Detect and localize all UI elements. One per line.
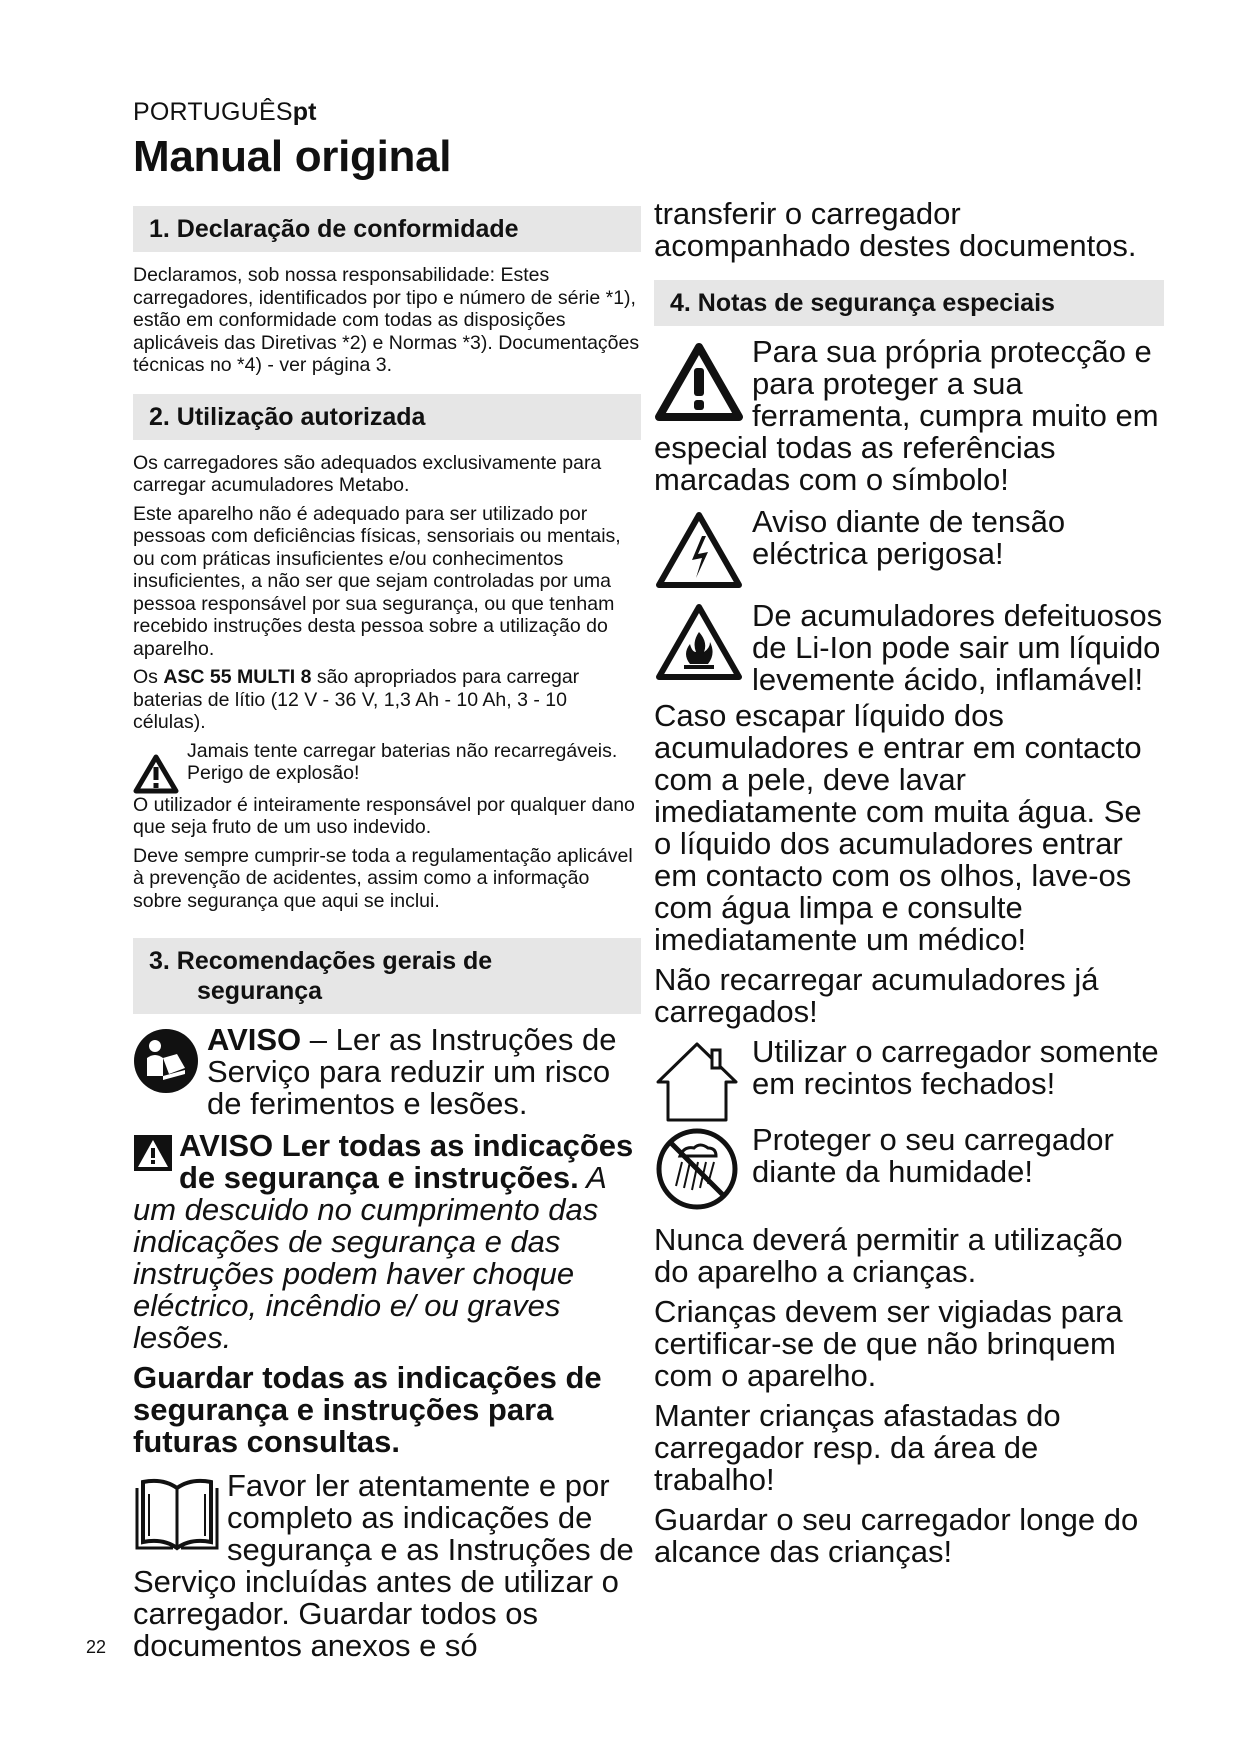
book-icon [133,1474,221,1554]
house-icon [654,1040,740,1124]
protection-note [654,336,1164,496]
indoor-use-text: Utilizar o carregador somente em recintos fechados! [752,1034,1159,1101]
manter-text: Manter crianças afastadas do carregador resp. da área de trabalho! [654,1398,1061,1497]
page-title: Manual original [133,132,452,181]
humidity-note [654,1124,1164,1220]
section-2-para-4: O utilizador é inteiramente responsável por qualquer dano que seja fruto de um uso indevido. [133,793,635,838]
liion-warning-text: De acumuladores defeituosos de Li-Ion pode sair um líquido levemente ácido, inflamável! [752,598,1163,697]
guardar-longe-text: Guardar o seu carregador longe do alcance das crianças! [654,1502,1139,1569]
left-column [133,206,641,1662]
section-2-para-2: Este aparelho não é adequado para ser utilizado por pessoas com deficiências físicas, sensoriais ou mentais, ou com práticas insuficientes e/ou conhecimentos insuficientes, a não ser que sejam controladas por uma pessoa responsável por sua segurança, ou que tenham recebido instruções desta pessoa sobre a utilização do aparelho. [133,502,621,660]
humidity-text: Proteger o seu carregador diante da humidade! [752,1122,1114,1189]
favor-ler [133,1470,641,1662]
warning-triangle-icon [133,754,179,794]
section-1-heading: 1. Declaração de conformidade [133,206,641,252]
language-code: pt [292,98,317,126]
language-name: PORTUGUÊS [133,98,293,126]
para-3-post: são apropriados para carregar baterias de lítio (12 V - 36 V, 1,3 Ah - 10 Ah, 3 - 10 células). [133,666,580,733]
section-1-text: Declaramos, sob nossa responsabilidade: Estes carregadores, identificados por tipo e número de série *1), estão em conformidade com todas as disposições aplicáveis das Diretivas *2) e Normas *3). Documentações técnicas no *4) - ver página 3. [133,264,640,376]
voltage-warning-text: Aviso diante de tensão eléctrica perigosa! [752,504,1066,571]
continuation-text: transferir o carregador acompanhado destes documentos. [654,196,1137,263]
section-2-para-3 [133,666,641,734]
aviso-2-bold: AVISO Ler todas as indicações de segurança e instruções. [179,1128,634,1195]
section-2-para-1: Os carregadores são adequados exclusivamente para carregar acumuladores Metabo. [133,451,602,496]
warning-box-icon [133,1134,173,1172]
section-2-heading: 2. Utilização autorizada [133,394,641,440]
favor-ler-text: Favor ler atentamente e por completo as indicações de segurança e as Instruções de Serviço incluídas antes de utilizar o carregador. Guardar todos os documentos anexos e só [133,1468,634,1663]
para-3-pre: Os [133,666,164,688]
guardar-instructions: Guardar todas as indicações de segurança e instruções para futuras consultas. [133,1360,602,1459]
high-voltage-icon [654,510,744,590]
aviso-1-bold: AVISO [207,1022,302,1057]
explosion-warning [133,740,641,785]
nunca-text: Nunca deverá permitir a utilização do aparelho a crianças. [654,1222,1123,1289]
explosion-warning-text: Jamais tente carregar baterias não recarregáveis. Perigo de explosão! [187,739,618,784]
aviso-1-rest: – Ler as Instruções de Serviço para reduzir um risco de ferimentos e lesões. [207,1022,617,1121]
aviso-read-all [133,1130,641,1354]
protection-note-text: Para sua própria protecção e para proteger a sua ferramenta, cumpra muito em especial todas as referências marcadas com o símbolo! [654,334,1159,497]
aviso-read-all-text [133,1130,641,1354]
section-3-heading-line-2: segurança [197,977,323,1005]
section-3-heading-line-1: 3. Recomendações gerais de [149,947,493,975]
nao-recarregar-text: Não recarregar acumuladores já carregados! [654,962,1099,1029]
no-rain-icon [654,1126,740,1212]
aviso-read-manual [133,1024,641,1120]
page-number: 22 [86,1637,107,1657]
read-manual-icon [133,1028,199,1094]
indoor-use-note [654,1036,1164,1100]
right-column [654,198,1164,1568]
language-label [133,98,317,127]
section-4-heading: 4. Notas de segurança especiais [654,280,1164,326]
model-name: ASC 55 MULTI 8 [163,666,312,688]
caso-escapar-text: Caso escapar líquido dos acumuladores e entrar em contacto com a pele, deve lavar imediatamente com muita água. Se o líquido dos acumuladores entrar em contacto com os olhos, lave-os com água limpa e consulte imediatamente um médico! [654,698,1142,957]
section-2-para-5: Deve sempre cumprir-se toda a regulamentação aplicável à prevenção de acidentes, assim como a informação sobre segurança que aqui se inclui. [133,844,633,912]
aviso-read-manual-text [133,1024,641,1120]
criancas-text: Crianças devem ser vigiadas para certificar-se de que não brinquem com o aparelho. [654,1294,1123,1393]
section-3-heading [133,938,641,1014]
aviso-2-italic: A um descuido no cumprimento das indicações de segurança e das instruções podem haver choque eléctrico, incêndio e/ ou graves lesões. [133,1160,606,1355]
warning-triangle-icon [654,342,744,422]
liion-warning [654,600,1164,696]
voltage-warning [654,506,1164,594]
flammable-icon [654,602,744,682]
